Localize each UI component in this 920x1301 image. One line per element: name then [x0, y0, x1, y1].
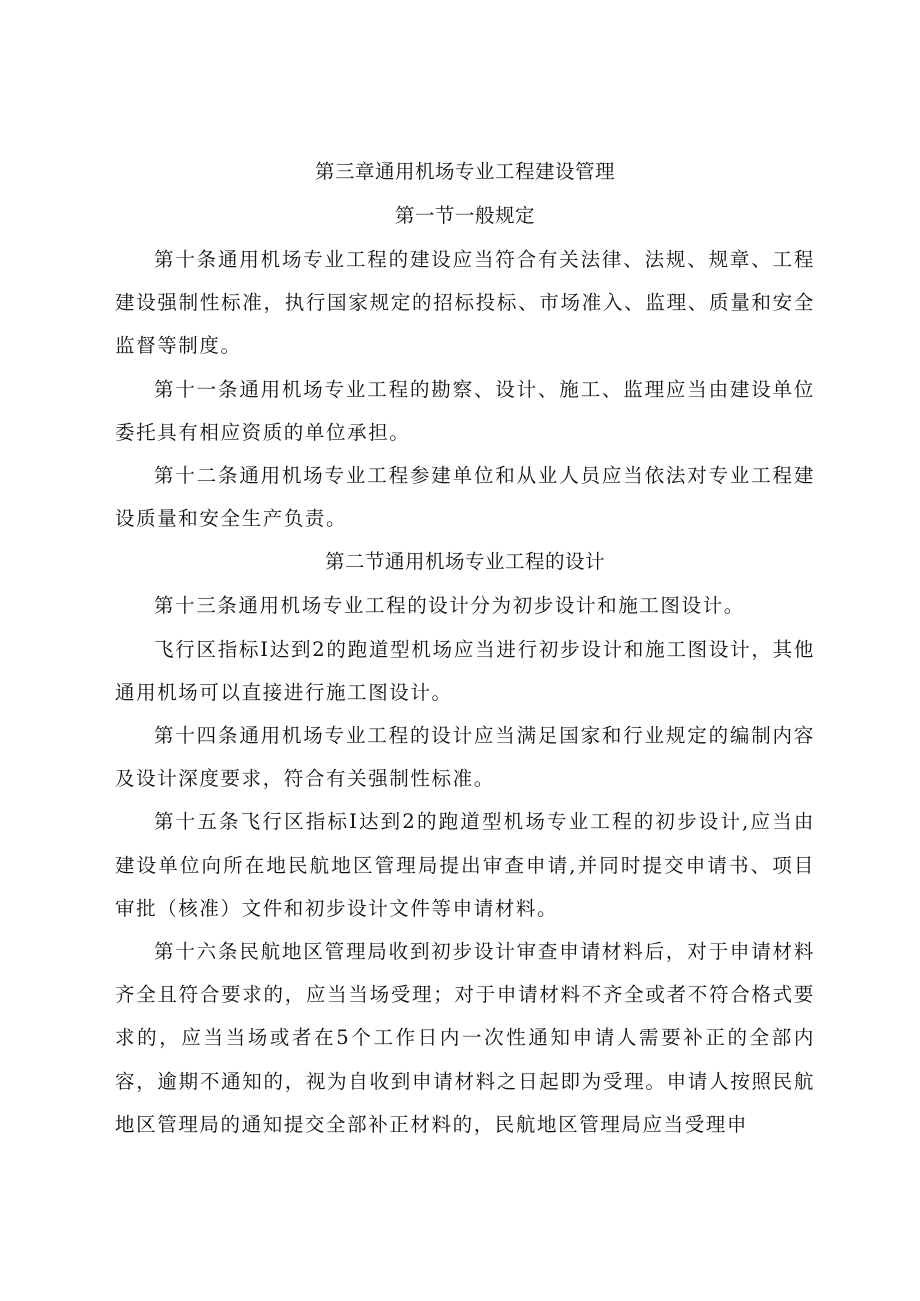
article-paragraph: 第十三条通用机场专业工程的设计分为初步设计和施工图设计。: [154, 594, 745, 618]
article-paragraph: 第十二条通用机场专业工程参建单位和从业人员应当依法对专业工程建设质量和安全生产负责。: [115, 464, 815, 531]
section-title: 第一节一般规定: [394, 204, 535, 227]
section-title: 第二节通用机场专业工程的设计: [324, 550, 605, 574]
article-paragraph: 第十一条通用机场专业工程的勘察、设计、施工、监理应当由建设单位委托具有相应资质的单位承担。: [115, 377, 815, 444]
article-paragraph: 第十五条飞行区指标I达到2的跑道型机场专业工程的初步设计,应当由建设单位向所在地民航地区管理局提出审查申请,并同时提交申请书、项目审批（核准）文件和初步设计文件等申请材料。: [115, 810, 815, 920]
article-paragraph: 第十六条民航地区管理局收到初步设计审查申请材料后，对于申请材料齐全且符合要求的，应当当场受理；对于申请材料不齐全或者不符合格式要求的，应当当场或者在5个工作日内一次性通知申请人需要补正的全部内容，逾期不通知的，视为自收到申请材料之日起即为受理。申请人按照民航地区管理局的通知提交全部补正材料的，民航地区管理局应当受理申: [115, 940, 815, 1136]
document-body: [115, 150, 815, 1146]
article-paragraph: 飞行区指标I达到2的跑道型机场应当进行初步设计和施工图设计，其他通用机场可以直接进行施工图设计。: [115, 637, 815, 704]
article-paragraph: 第十四条通用机场专业工程的设计应当满足国家和行业规定的编制内容及设计深度要求，符合有关强制性标准。: [115, 724, 815, 791]
chapter-title: 第三章通用机场专业工程建设管理: [314, 160, 615, 183]
article-paragraph: 第十条通用机场专业工程的建设应当符合有关法律、法规、规章、工程建设强制性标准，执行国家规定的招标投标、市场准入、监理、质量和安全监督等制度。: [115, 248, 815, 358]
